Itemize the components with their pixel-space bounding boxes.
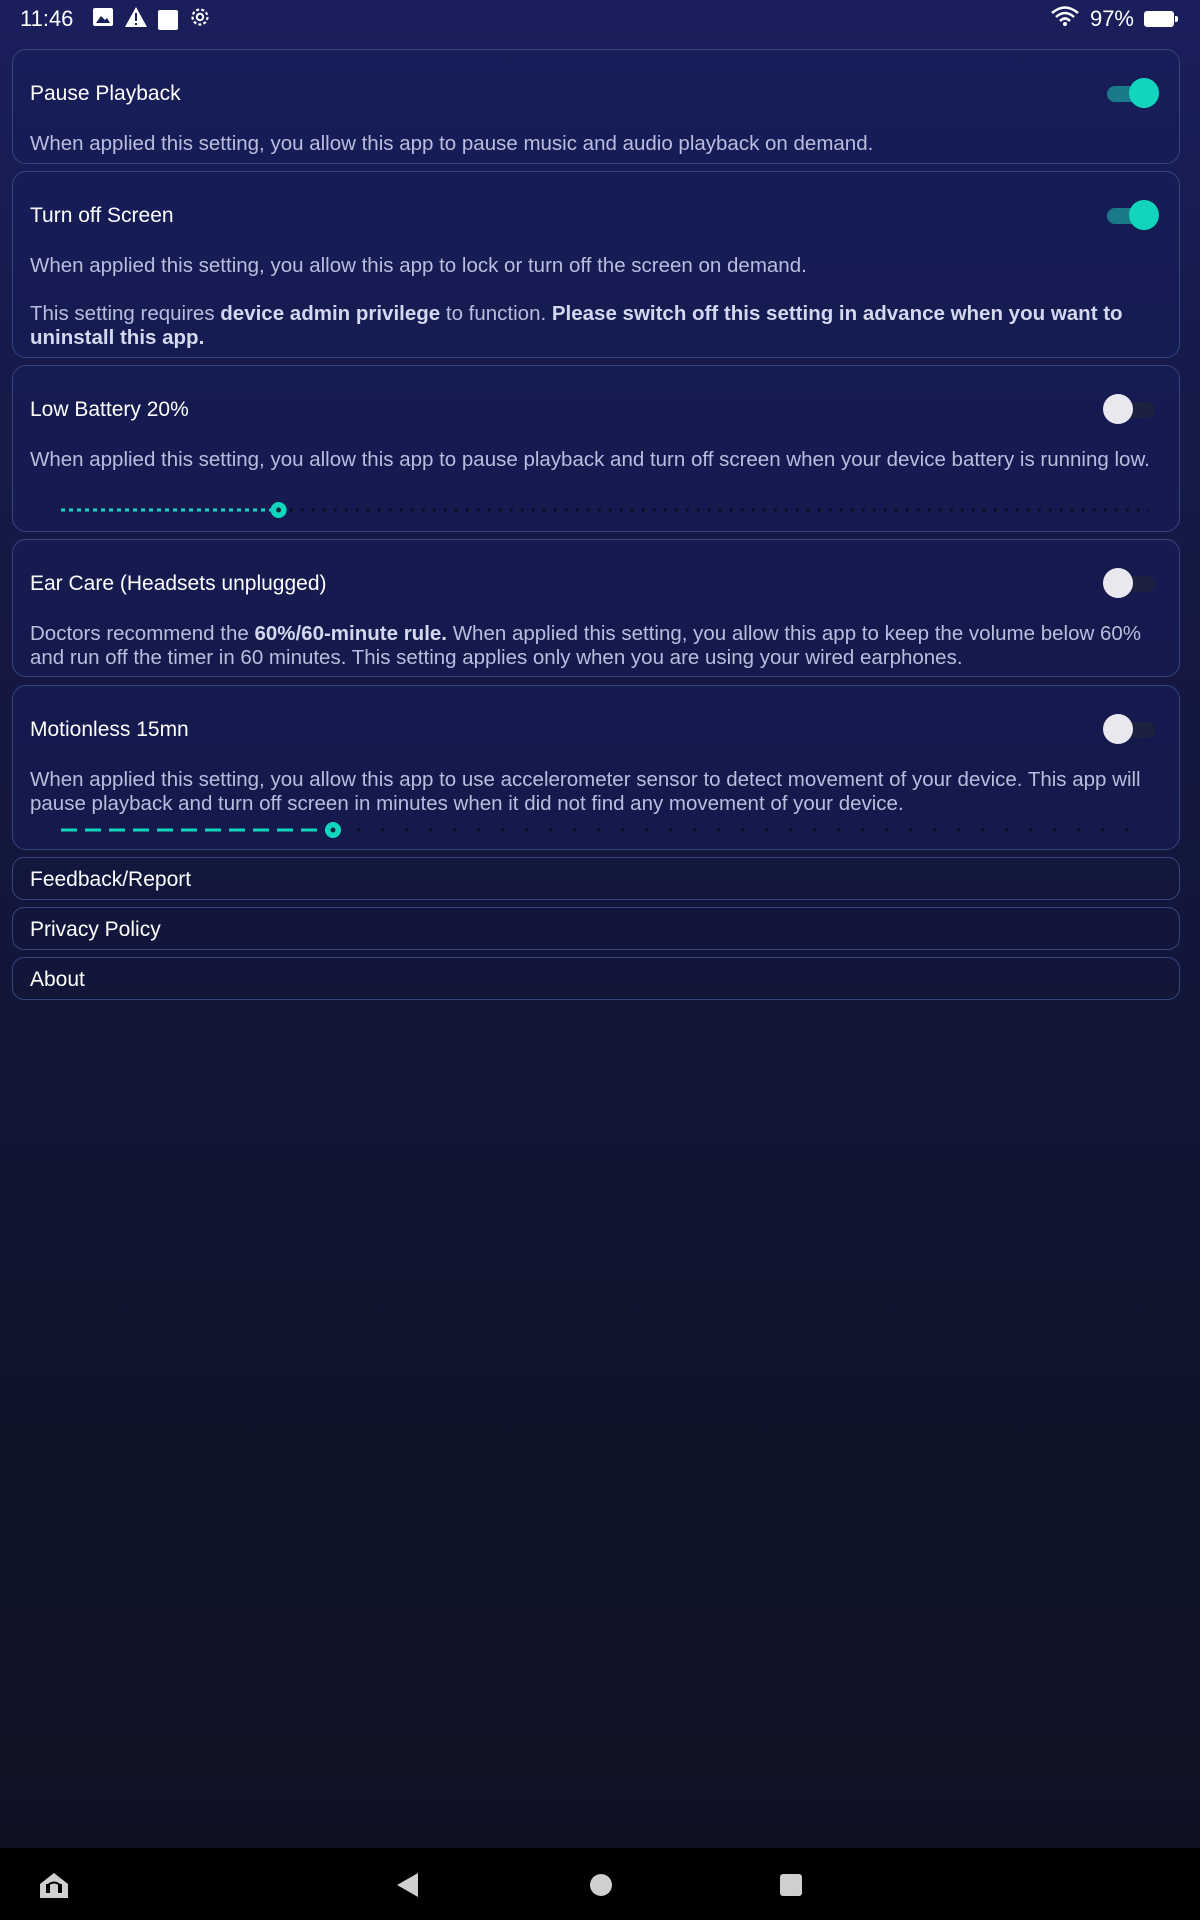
low-battery-toggle[interactable] [1103,391,1159,427]
status-bar [0,0,1200,36]
setting-title: Motionless 15mn [30,718,189,741]
setting-title: Ear Care (Headsets unplugged) [30,572,327,595]
link-label: About [30,968,85,991]
privacy-policy-link[interactable] [12,907,1180,950]
turn-off-screen-toggle[interactable] [1103,197,1159,233]
motionless-toggle[interactable] [1103,711,1159,747]
admin-privilege-note: This setting requires device admin privilege to function. Please switch off this setting in advance when you want to uninstall this app. [30,302,1123,349]
setting-description: When applied this setting, you allow this app to use accelerometer sensor to detect movement of your device. This app will pause playback and turn off screen in minutes when it did not find any movement of your device. [30,768,1141,815]
back-button[interactable] [394,1871,420,1904]
setting-title: Pause Playback [30,82,181,105]
about-link[interactable] [12,957,1180,1000]
ear-care-toggle[interactable] [1103,565,1159,601]
setting-card-motionless [12,685,1180,850]
setting-title: Turn off Screen [30,204,174,227]
status-right [1050,5,1174,33]
setting-description: When applied this setting, you allow this app to lock or turn off the screen on demand. [30,254,807,277]
low-battery-slider[interactable] [53,500,1157,520]
battery-icon [1144,11,1174,27]
notification-icons [92,5,212,34]
setting-card-turn-off-screen [12,171,1180,358]
link-label: Privacy Policy [30,918,161,941]
notification-square-icon [158,10,178,30]
slider-track[interactable] [53,500,1157,520]
app-shortcut-icon[interactable] [38,1870,70,1905]
feedback-report-link[interactable] [12,857,1180,900]
setting-description: When applied this setting, you allow this app to pause playback and turn off screen when your device battery is running low. [30,448,1150,471]
setting-card-ear-care [12,539,1180,677]
slider-thumb-center [331,828,336,833]
system-navigation-bar [0,1848,1200,1920]
slider-track[interactable] [53,820,1157,840]
motionless-slider[interactable] [53,820,1157,840]
setting-description: Doctors recommend the 60%/60-minute rule. When applied this setting, you allow this app to keep the volume below 60% and run off the timer in 60 minutes. This setting applies only when you are using your wired earphones. [30,622,1141,669]
image-icon [92,7,114,32]
slider-thumb-center [276,508,281,513]
battery-level: 97% [1089,6,1134,31]
home-button[interactable] [590,1874,612,1896]
setting-description: When applied this setting, you allow this app to pause music and audio playback on demand. [30,132,874,155]
wifi-icon [1050,5,1080,33]
link-label: Feedback/Report [30,868,192,891]
setting-card-low-battery [12,365,1180,532]
warning-icon [124,6,148,33]
status-time: 11:46 [20,6,74,31]
recent-apps-button[interactable] [780,1874,802,1896]
setting-card-pause-playback [12,49,1180,164]
gear-icon [188,5,212,34]
pause-playback-toggle[interactable] [1103,75,1159,111]
setting-title: Low Battery 20% [30,398,189,421]
